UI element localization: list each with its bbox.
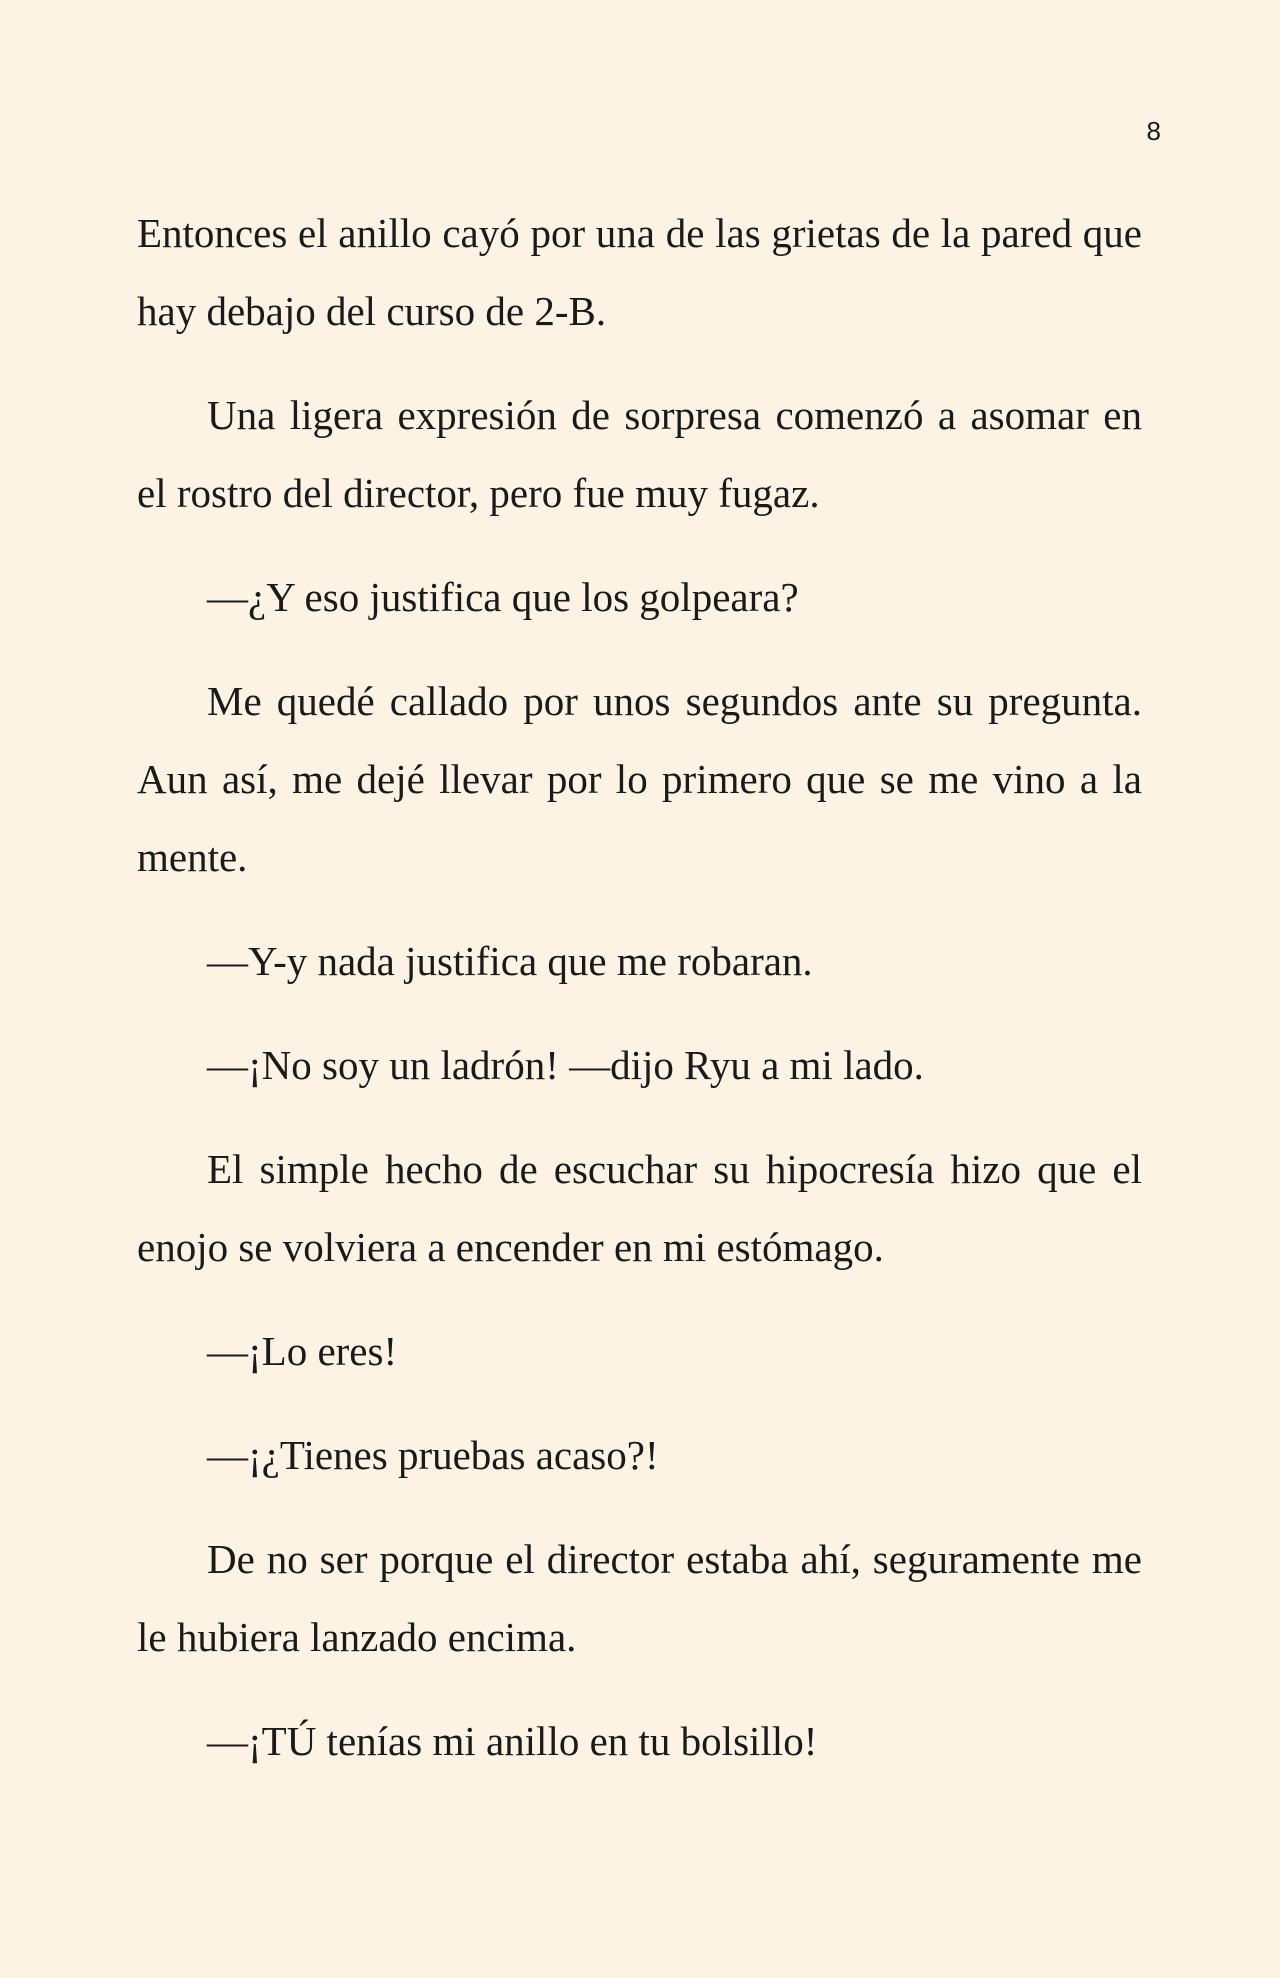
dialogue-line: —Y-y nada justifica que me robaran. xyxy=(207,938,813,984)
page-number: 8 xyxy=(1146,116,1161,146)
dialogue-line: —¡Lo eres! xyxy=(207,1328,398,1374)
dialogue-line: —¿Y eso justifica que los golpeara? xyxy=(207,574,799,620)
dialogue-line: —¡¿Tienes pruebas acaso?! xyxy=(207,1432,659,1478)
paragraph: Entonces el anillo cayó por una de las grietas de la pared que hay debajo del curso de 2-B. xyxy=(137,210,1142,334)
paragraph: El simple hecho de escuchar su hipocresía hizo que el enojo se volviera a encender en mi estómago. xyxy=(137,1146,1142,1270)
paragraph: Me quedé callado por unos segundos ante su pregunta. Aun así, me dejé llevar por lo primero que se me vino a la mente. xyxy=(137,678,1142,880)
paragraph: De no ser porque el director estaba ahí, seguramente me le hubiera lanzado encima. xyxy=(137,1536,1142,1660)
dialogue-line: —¡TÚ tenías mi anillo en tu bolsillo! xyxy=(207,1718,818,1764)
book-text-body xyxy=(137,194,1142,1806)
dialogue-line: —¡No soy un ladrón! —dijo Ryu a mi lado. xyxy=(207,1042,924,1088)
paragraph: Una ligera expresión de sorpresa comenzó a asomar en el rostro del director, pero fue muy fugaz. xyxy=(137,392,1142,516)
